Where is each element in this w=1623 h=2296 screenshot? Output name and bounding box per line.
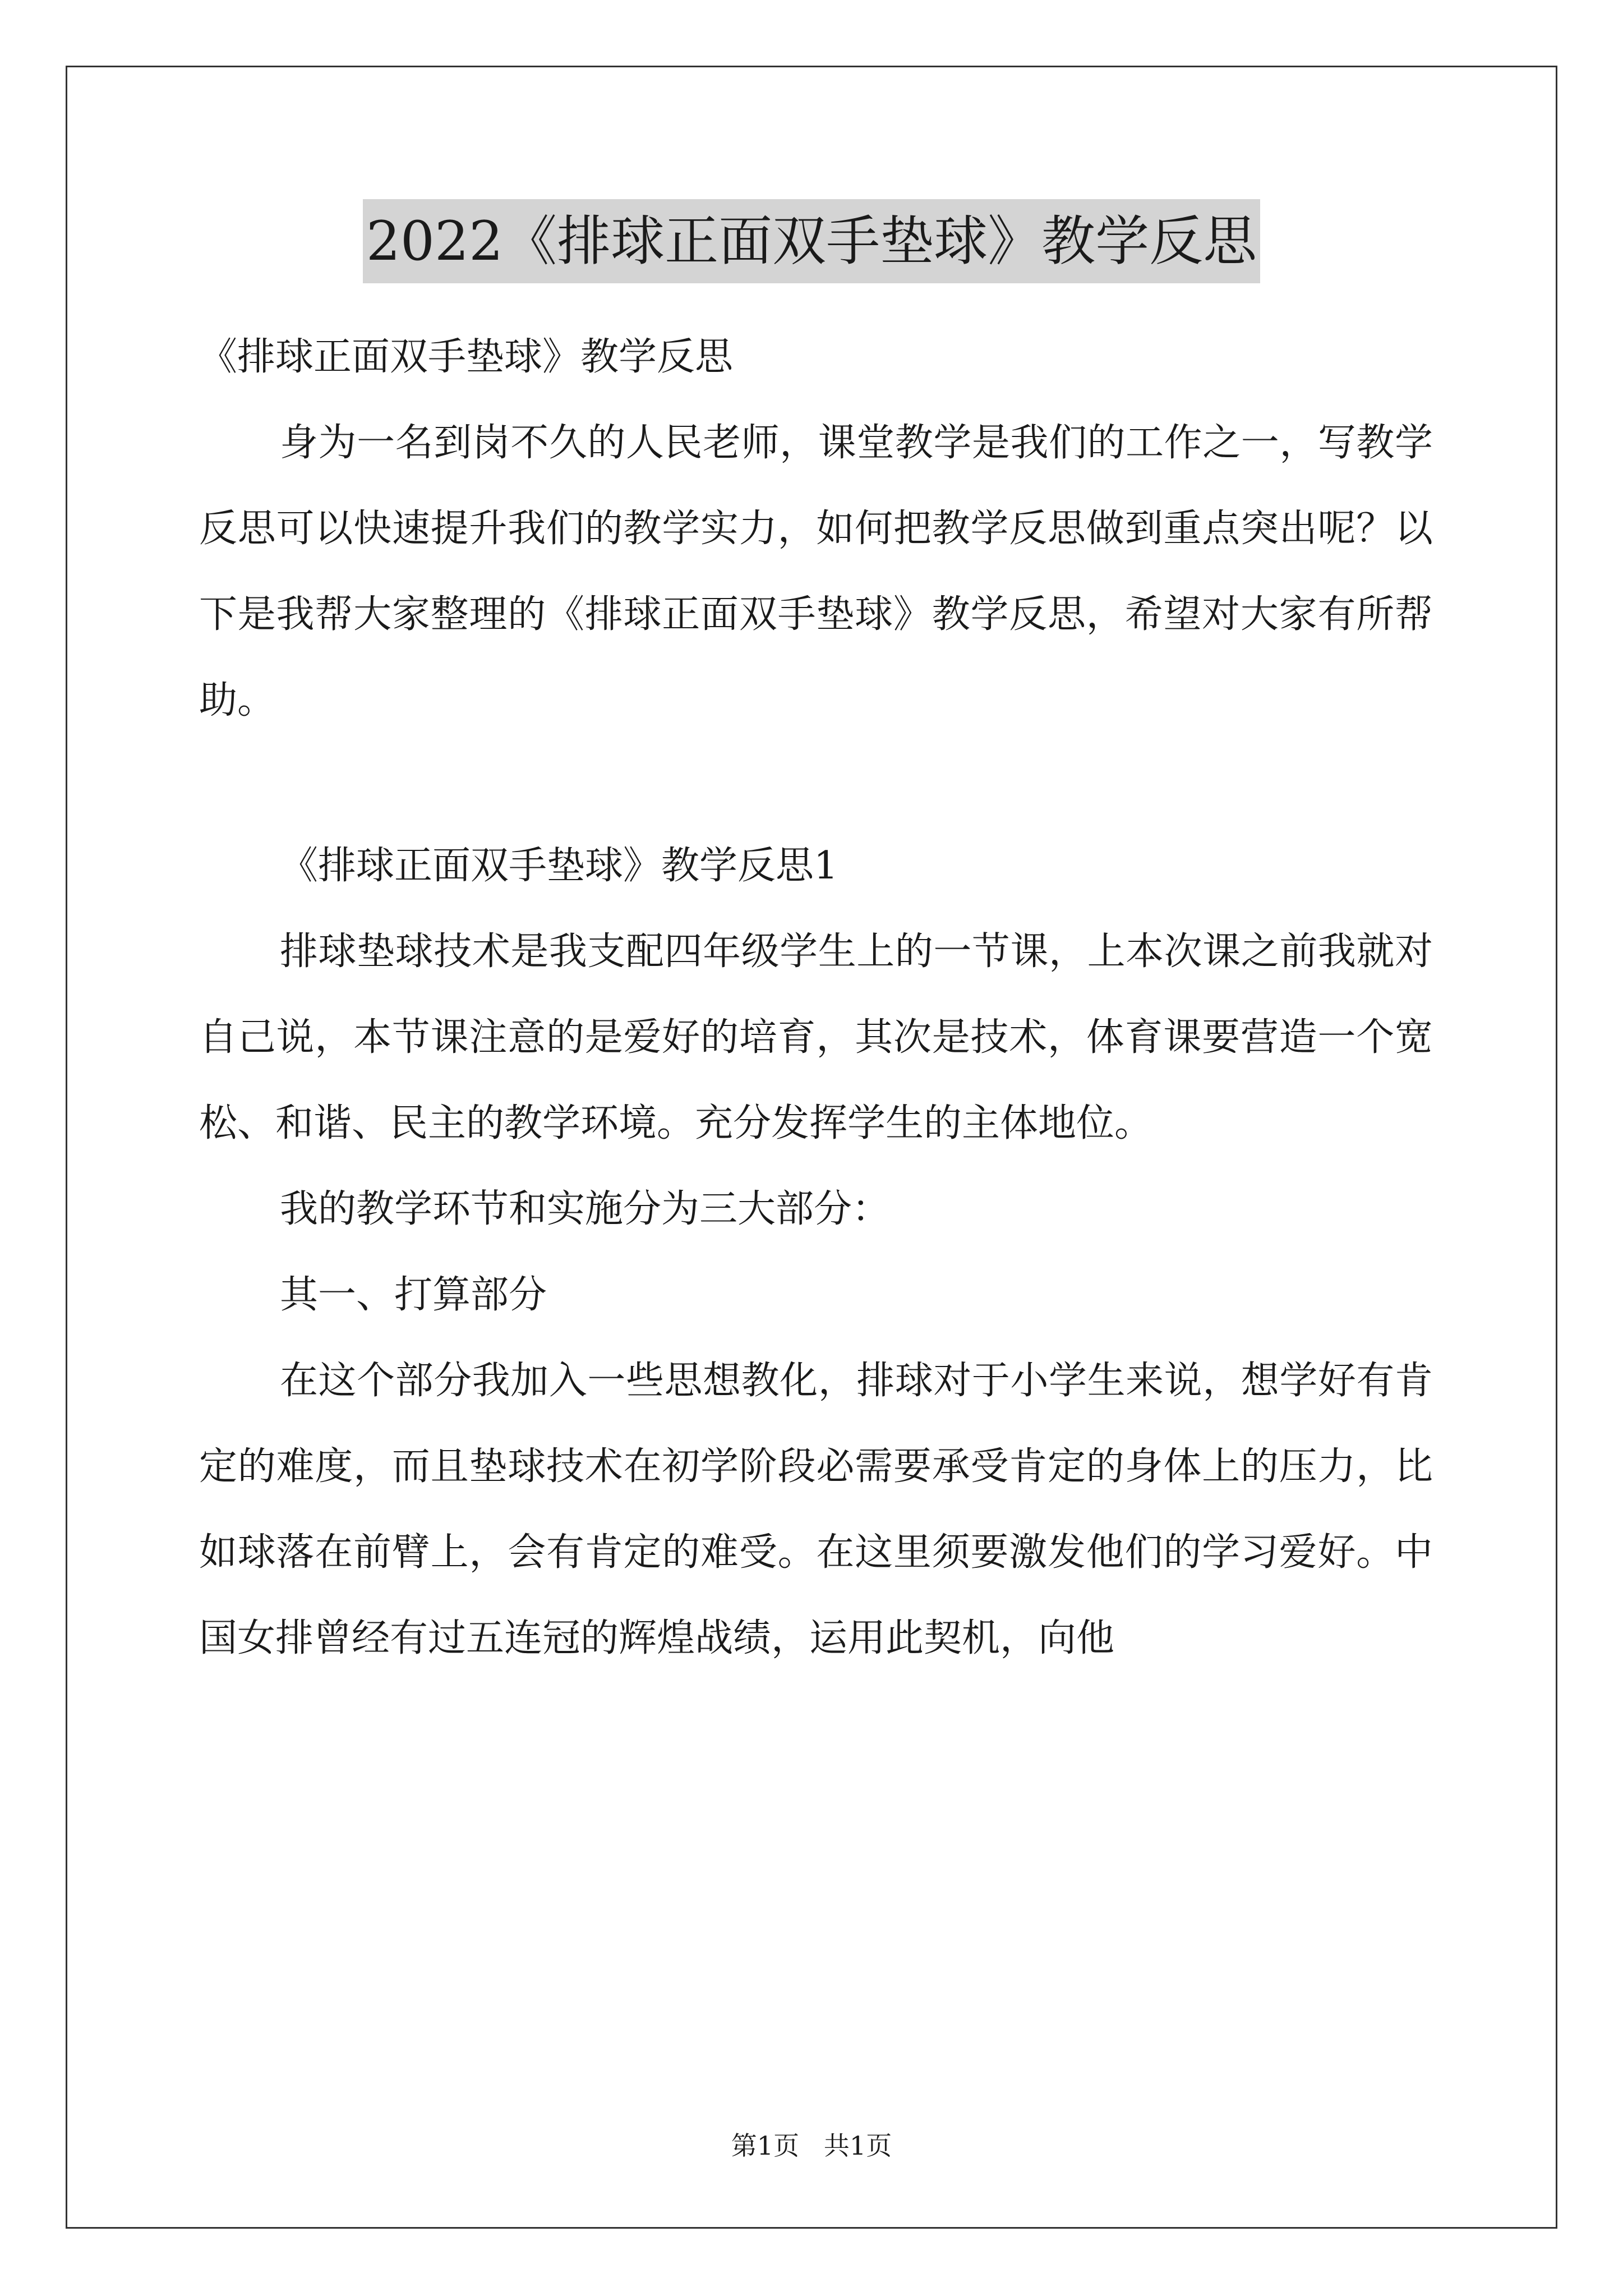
document-body: [199, 314, 1433, 1681]
body-paragraph: 我的教学环节和实施分为三大部分：: [280, 1187, 891, 1231]
title-container: [0, 199, 1623, 283]
document-title: 2022《排球正面双手垫球》教学反思: [363, 199, 1260, 283]
body-paragraph: 排球垫球技术是我支配四年级学生上的一节课，上本次课之前我就对自己说，本节课注意的是爱好的培育，其次是技术，体育课要营造一个宽松、和谐、民主的教学环境。充分发挥学生的主体地位。: [199, 930, 1433, 1145]
page-footer: 第1页 共1页: [731, 2131, 892, 2161]
paragraph-gap: [199, 743, 1433, 823]
body-paragraph: 在这个部分我加入一些思想教化，排球对于小学生来说，想学好有肯定的难度，而且垫球技术在初学阶段必需要承受肯定的身体上的压力，比如球落在前臂上，会有肯定的难受。在这里须要激发他们的学习爱好。中国女排曾经有过五连冠的辉煌战绩，运用此契机，向他: [199, 1359, 1433, 1660]
section-heading: 《排球正面双手垫球》教学反思1: [280, 844, 838, 888]
document-subtitle: 《排球正面双手垫球》教学反思: [199, 335, 734, 379]
intro-paragraph: 身为一名到岗不久的人民老师，课堂教学是我们的工作之一，写教学反思可以快速提升我们的教学实力，如何把教学反思做到重点突出呢？以下是我帮大家整理的《排球正面双手垫球》教学反思，希望对大家有所帮助。: [199, 421, 1433, 723]
body-paragraph: 其一、打算部分: [280, 1273, 547, 1317]
